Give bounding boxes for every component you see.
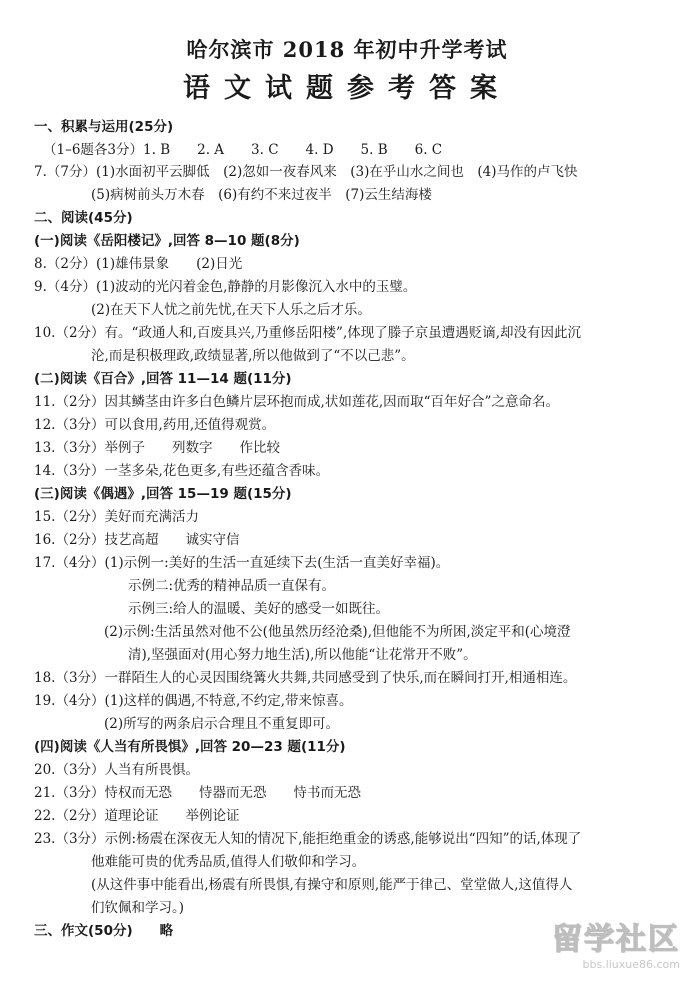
answer-line: 9.（4分）(1)波动的光闪着金色,静静的月影像沉入水中的玉璧。: [34, 279, 417, 295]
document-subtitle: 语文试题参考答案: [183, 73, 511, 104]
answer-line: 们钦佩和学习。): [91, 900, 185, 916]
answer-line: 21.（3分）恃权而无恐 恃器而无恐 恃书而无恐: [34, 785, 362, 801]
answer-line: 18.（3分）一群陌生人的心灵因围绕篝火共舞,共同感受到了快乐,而在瞬间打开,相通相连。: [34, 670, 577, 686]
section-heading: 一、积累与运用(25分): [34, 119, 174, 135]
answer-line: 8.（2分）(1)雄伟景象 (2)日光: [34, 256, 243, 272]
answer-line: 16.（2分）技艺高超 诚实守信: [34, 532, 240, 548]
answer-line: 15.（2分）美好而充满活力: [34, 509, 200, 525]
watermark-url: bbs.liuxue86.com: [582, 958, 680, 971]
answer-line: 他难能可贵的优秀品质,值得人们敬仰和学习。: [91, 854, 366, 870]
answer-line: 19.（4分）(1)这样的偶遇,不特意,不约定,带来惊喜。: [34, 693, 353, 709]
section-heading: (二)阅读《百合》,回答 11—14 题(11分): [34, 371, 292, 387]
answer-line: 示例二:优秀的精神品质一直保有。: [128, 578, 336, 594]
answer-line: 13.（3分）举例子 列数字 作比较: [34, 440, 281, 456]
section-heading: (四)阅读《人当有所畏惧》,回答 20—23 题(11分): [34, 739, 346, 755]
answer-line: （1–6题各3分）1. B 2. A 3. C 4. D 5. B 6. C: [43, 142, 443, 158]
answer-line: (从这件事中能看出,杨震有所畏惧,有操守和原则,能严于律己、堂堂做人,这值得人: [91, 877, 573, 893]
answer-line: 17.（4分）(1)示例一:美好的生活一直延续下去(生活一直美好幸福)。: [34, 555, 450, 571]
answer-line: 10.（2分）有。“政通人和,百废具兴,乃重修岳阳楼”,体现了滕子京虽遭遇贬谪,却没有因此沉: [34, 325, 582, 341]
site-watermark: [512, 914, 680, 972]
answer-line: 12.（3分）可以食用,药用,还值得观赏。: [34, 417, 276, 433]
watermark-logo: 留学社区: [552, 922, 680, 957]
section-heading: (一)阅读《岳阳楼记》,回答 8—10 题(8分): [34, 233, 300, 249]
answer-line: 23.（3分）示例:杨震在深夜无人知的情况下,能拒绝重金的诱惑,能够说出“四知”的话,体现了: [34, 831, 582, 847]
document-title: 哈尔滨市 2018 年初中升学考试: [186, 37, 508, 62]
answer-line: (5)病树前头万木春 (6)有约不来过夜半 (7)云生结海楼: [91, 187, 432, 203]
answer-line: (2)示例:生活虽然对他不公(他虽然历经沧桑),但他能不为所困,淡定平和(心境澄: [104, 624, 571, 640]
section-heading: 三、作文(50分) 略: [34, 923, 174, 939]
answer-line: (2)所写的两条启示合理且不重复即可。: [104, 716, 340, 732]
section-heading: 二、阅读(45分): [34, 210, 133, 226]
answer-line: (2)在天下人忧之前先忧,在天下人乐之后才乐。: [91, 302, 371, 318]
answer-line: 20.（3分）人当有所畏惧。: [34, 762, 200, 778]
answer-line: 沦,而是积极理政,政绩显著,所以他做到了“不以己悲”。: [91, 348, 415, 364]
answer-line: 14.（3分）一茎多朵,花色更多,有些还蕴含香味。: [34, 463, 330, 479]
answer-line: 示例三:给人的温暖、美好的感受一如既往。: [128, 601, 390, 617]
answer-line: 清),坚强面对(用心努力地生活),所以他能“让花常开不败”。: [128, 647, 477, 663]
answer-line: 22.（2分）道理论证 举例论证: [34, 808, 240, 824]
answer-line: 11.（2分）因其鳞茎由许多白色鳞片层环抱而成,状如莲花,因而取“百年好合”之意命名。: [34, 394, 559, 410]
answer-line: 7.（7分）(1)水面初平云脚低 (2)忽如一夜春风来 (3)在乎山水之间也 (4)马作的卢飞快: [34, 164, 578, 180]
section-heading: (三)阅读《偶遇》,回答 15—19 题(15分): [34, 486, 292, 502]
